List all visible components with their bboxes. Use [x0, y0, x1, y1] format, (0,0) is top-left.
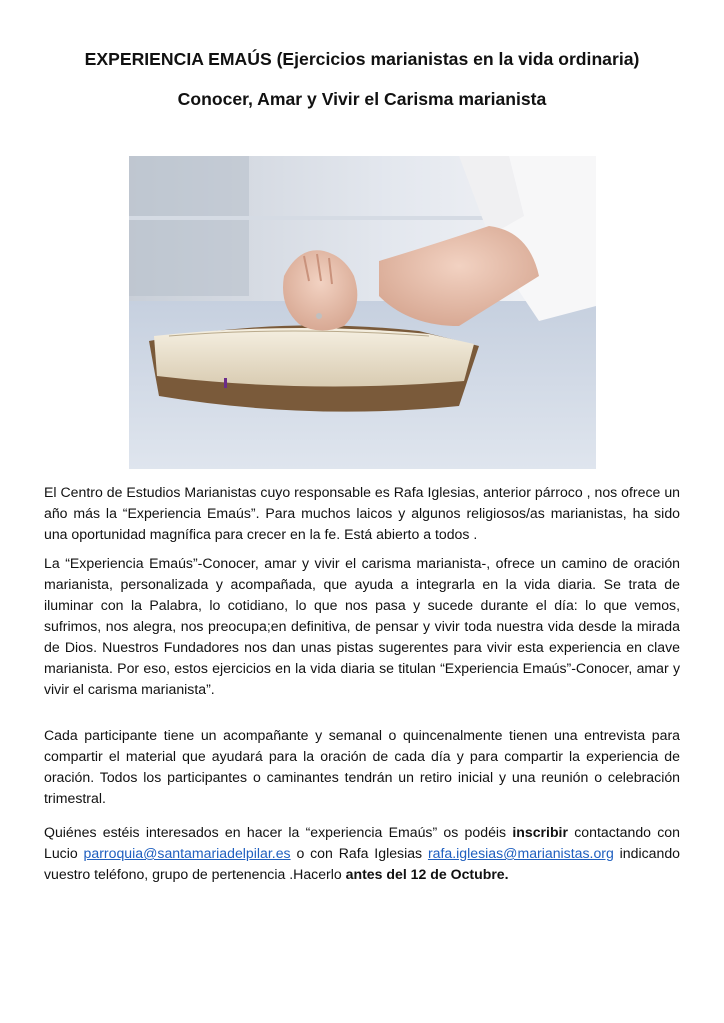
paragraph-intro-text: El Centro de Estudios Marianistas cuyo responsable es Rafa Iglesias, anterior párroco , nos ofrece un año más la “Experiencia Emaús”. Para muchos laicos y algunos religiosos/as marianistas, ha sido una oportunidad magnífica para crecer en la fe. Está abierto a todos . — [44, 484, 680, 542]
registration-text-2: contactando con Lucio — [44, 824, 680, 861]
document-subtitle: Conocer, Amar y Vivir el Carisma marianista — [177, 89, 547, 109]
inscribir-emphasis: inscribir — [512, 824, 568, 840]
paragraph-participants — [44, 725, 680, 809]
document-title: EXPERIENCIA EMAÚS (Ejercicios marianistas en la vida ordinaria) — [84, 49, 640, 69]
rafa-email-link[interactable]: rafa.iglesias@marianistas.org — [427, 845, 614, 861]
deadline-emphasis: antes del 12 de Octubre. — [345, 866, 509, 882]
paragraph-description-text: La “Experiencia Emaús”-Conocer, amar y vivir el carisma marianista-, ofrece un camino de oración marianista, personalizada y acompañada, que ayuda a integrarla en la vida diaria. Se trata de iluminar con la Palabra, lo cotidiano, lo que nos pasa y sucede durante el día: lo que vemos, sufrimos, nos alegra, nos preocupa;en definitiva, de pensar y vivir toda nuestra vida desde la mirada de Dios. Nuestros Fundadores nos dan unas pistas sugerentes para vivir esta experiencia en clave marianista. Por eso, estos ejercicios en la vida diaria se titulan “Experiencia Emaús”-Conocer, amar y vivir el carisma marianista”. — [44, 555, 680, 697]
paragraph-intro — [44, 482, 680, 545]
registration-text-4: indicando vuestro teléfono, grupo de pertenencia .Hacerlo — [44, 845, 680, 882]
paragraph-description — [44, 553, 680, 700]
lucio-email-link[interactable]: parroquia@santamariadelpilar.es — [83, 845, 291, 861]
paragraph-participants-text: Cada participante tiene un acompañante y semanal o quincenalmente tienen una entrevista para compartir el material que ayudará para la oración de cada día y para compartir la experiencia de oración. Todos los participantes o caminantes tendrán un retiro inicial y una reunión o celebración trimestral. — [44, 727, 680, 806]
registration-text-1: Quiénes estéis interesados en hacer la “experiencia Emaús” os podéis — [44, 824, 513, 840]
paragraph-registration — [44, 822, 680, 885]
registration-text-3: o con Rafa Iglesias — [290, 845, 428, 861]
paragraph-registration-text — [44, 822, 680, 885]
praying-hands-on-bible-photo — [129, 156, 596, 469]
